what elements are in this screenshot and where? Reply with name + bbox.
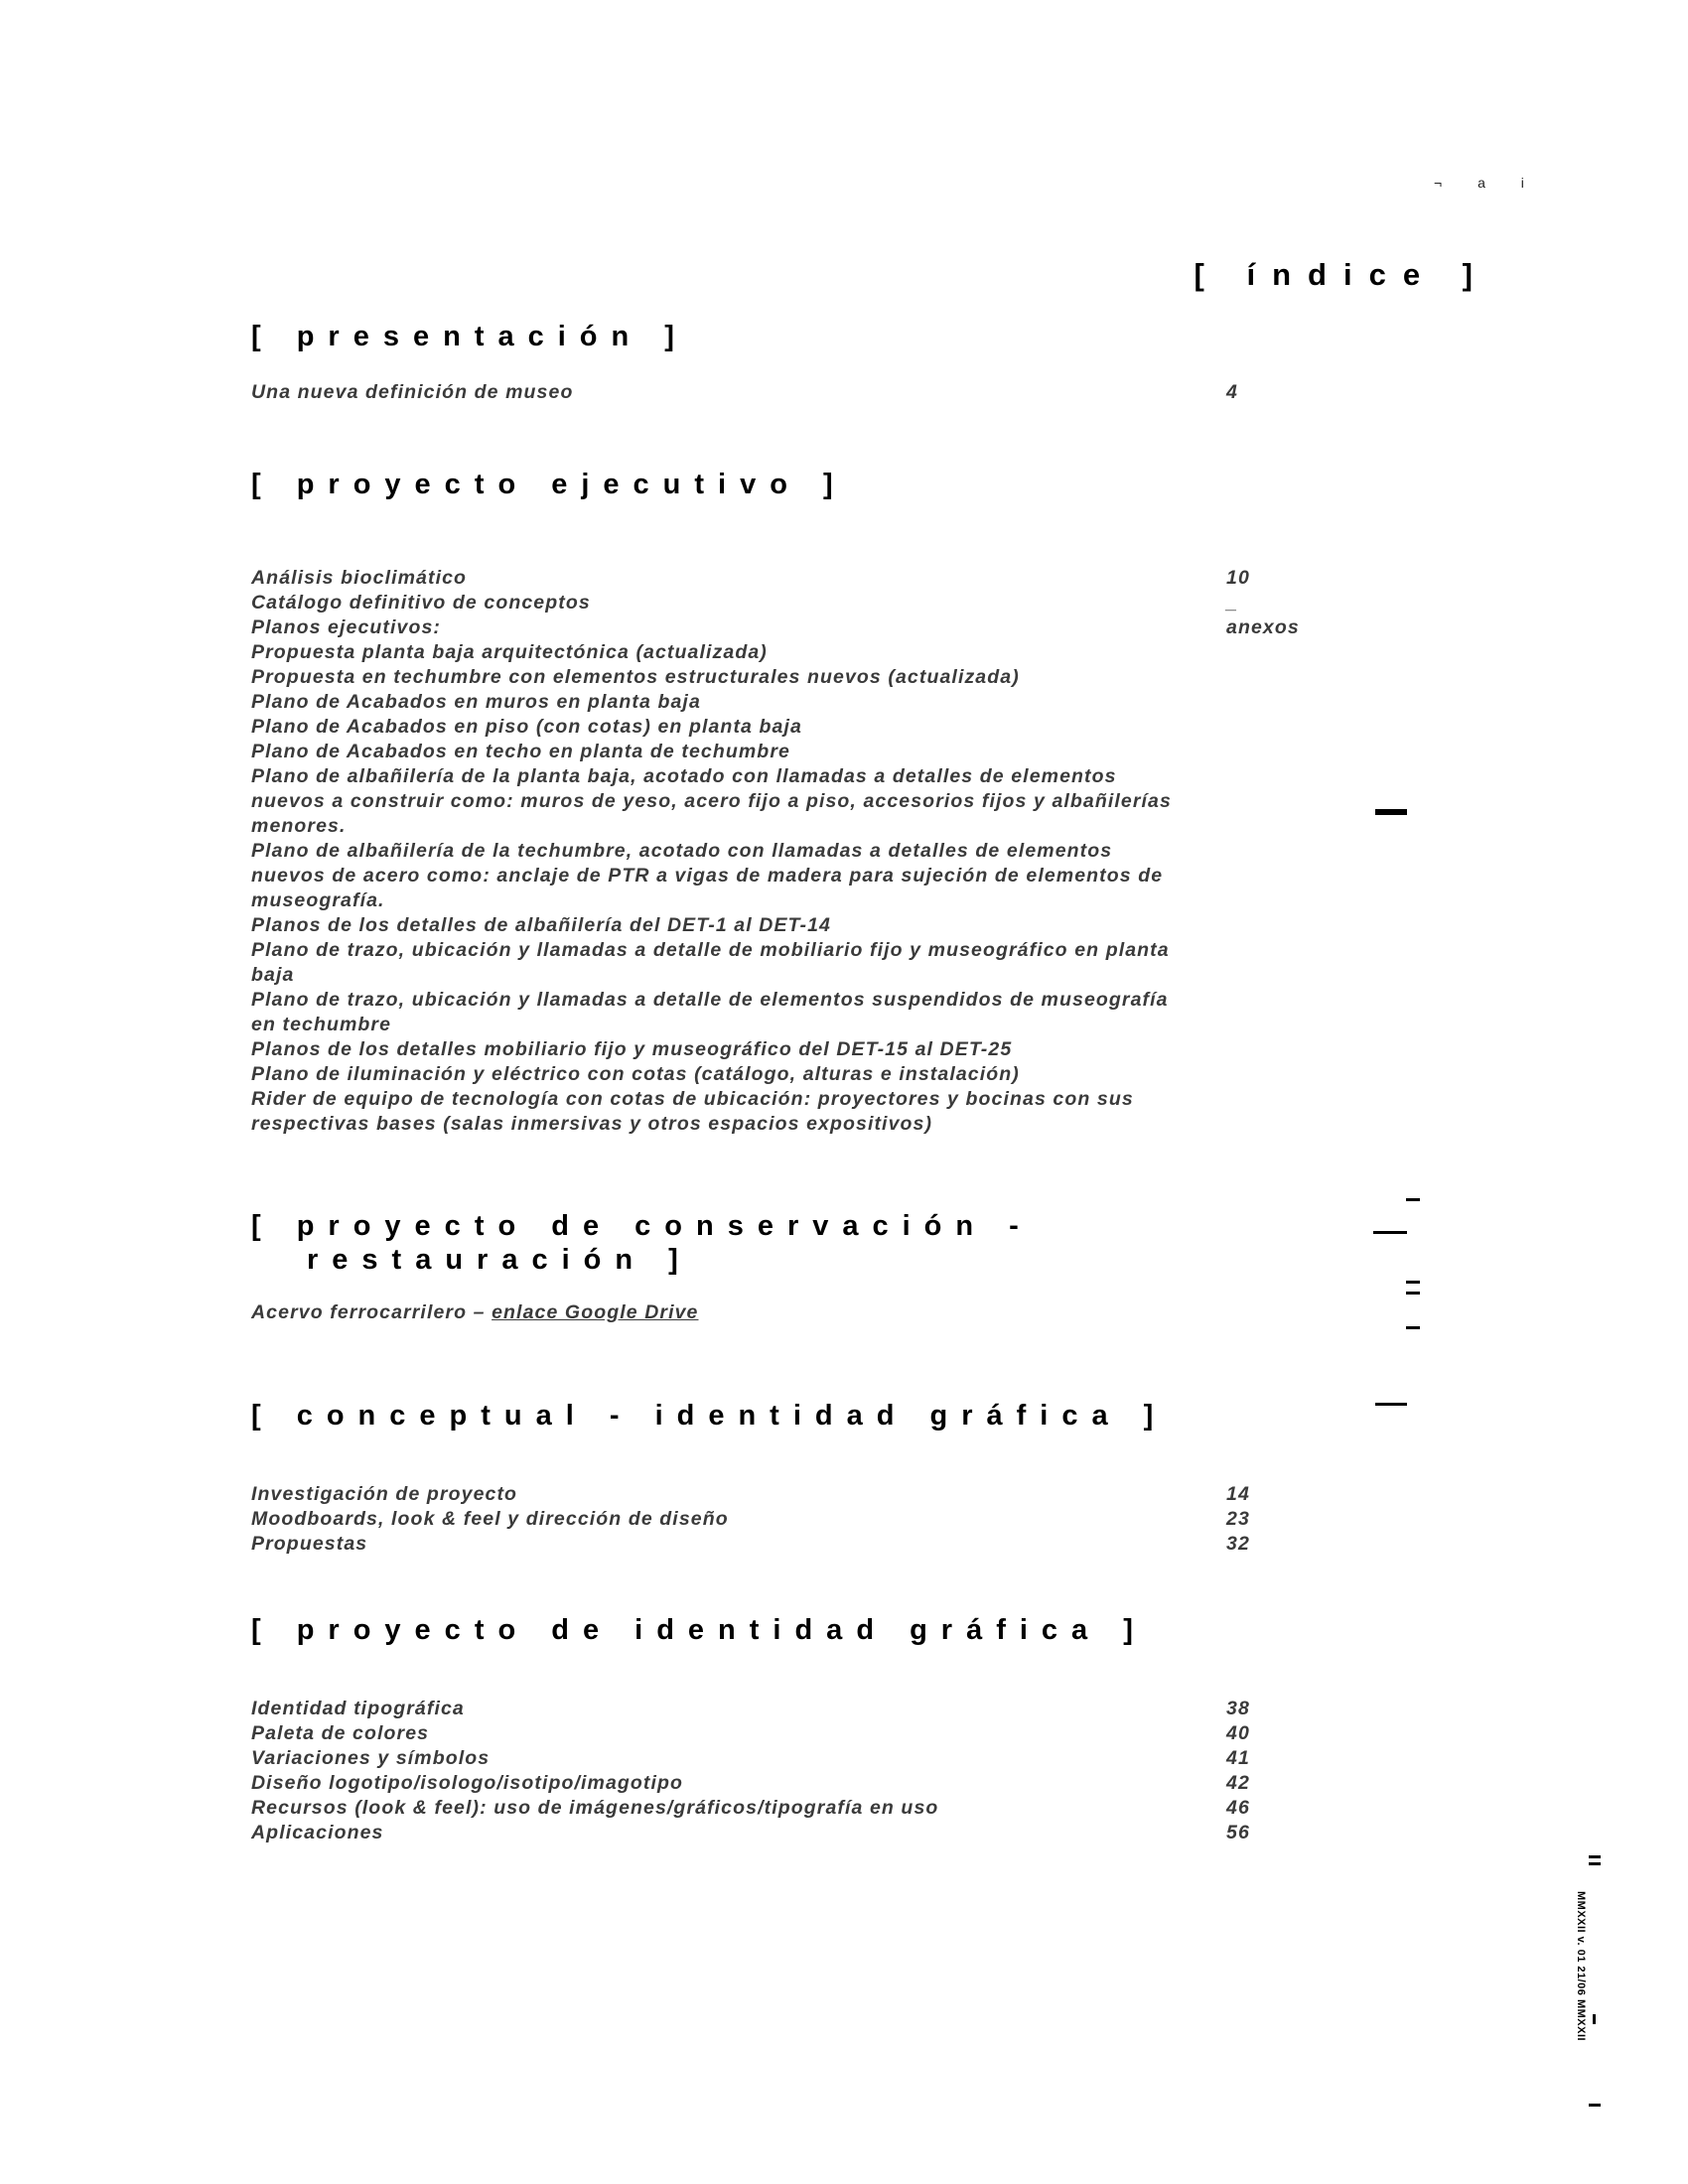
toc-entry-text: Una nueva definición de museo	[251, 381, 574, 403]
conceptual-entries	[251, 1482, 1324, 1557]
toc-entry-text: Diseño logotipo/isologo/isotipo/imagotipo	[251, 1772, 684, 1794]
margin-dash	[1589, 2104, 1601, 2107]
margin-dash	[1593, 2014, 1596, 2024]
toc-entry-text: Aplicaciones	[251, 1822, 384, 1843]
toc-entry-page: 4	[1226, 381, 1238, 403]
toc-entry-text: Variaciones y símbolos	[251, 1747, 491, 1769]
presentacion-entries	[251, 380, 1324, 405]
toc-entry[interactable]	[251, 1532, 1324, 1557]
toc-entry[interactable]	[251, 1796, 1324, 1821]
toc-entry-text: Propuesta planta baja arquitectónica (actualizada)	[251, 641, 768, 663]
toc-entry[interactable]	[251, 988, 1324, 1037]
toc-entry[interactable]	[251, 1087, 1324, 1137]
conservacion-entries	[251, 1300, 1324, 1325]
toc-entry[interactable]	[251, 591, 1324, 615]
toc-entry[interactable]	[251, 1062, 1324, 1087]
toc-entry-text: Plano de Acabados en techo en planta de techumbre	[251, 741, 790, 762]
toc-entry-text: Plano de Acabados en piso (con cotas) en planta baja	[251, 716, 802, 738]
margin-dash	[1406, 1292, 1420, 1295]
margin-dash	[1406, 1281, 1420, 1284]
toc-entry[interactable]	[251, 690, 1324, 715]
toc-entry[interactable]	[251, 1697, 1324, 1721]
toc-entry-text: Catálogo definitivo de conceptos	[251, 592, 591, 614]
toc-entry-text: Propuesta en techumbre con elementos estructurales nuevos (actualizada)	[251, 666, 1020, 688]
toc-entry[interactable]	[251, 665, 1324, 690]
toc-entry-page: anexos	[1226, 616, 1300, 638]
toc-entry-text: Plano de trazo, ubicación y llamadas a detalle de elementos suspendidos de museografía en techumbre	[251, 989, 1169, 1035]
toc-entry[interactable]	[251, 1507, 1324, 1532]
toc-entry[interactable]	[251, 715, 1324, 740]
margin-dash	[1589, 1855, 1601, 1858]
toc-entry-text: Plano de albañilería de la techumbre, acotado con llamadas a detalles de elementos nuevos de acero como: anclaje de PTR a vigas de madera para sujeción de elementos de museografía.	[251, 840, 1164, 911]
toc-entry-page: 42	[1226, 1772, 1250, 1794]
toc-entry-text: Planos ejecutivos:	[251, 616, 442, 638]
toc-entry[interactable]	[251, 839, 1324, 913]
toc-entry[interactable]	[251, 1746, 1324, 1771]
toc-entry-page: 14	[1226, 1483, 1250, 1505]
toc-entry[interactable]	[251, 1482, 1324, 1507]
toc-entry[interactable]	[251, 640, 1324, 665]
toc-entry-page: 41	[1226, 1747, 1250, 1769]
toc-entry-text: Análisis bioclimático	[251, 567, 468, 589]
toc-entry-text: Plano de Acabados en muros en planta baja	[251, 691, 701, 713]
toc-entry-text: Planos de los detalles mobiliario fijo y museográfico del DET-15 al DET-25	[251, 1038, 1013, 1060]
toc-entry[interactable]	[251, 764, 1324, 839]
toc-entry-text: Plano de trazo, ubicación y llamadas a detalle de mobiliario fijo y museográfico en planta baja	[251, 939, 1170, 986]
section-heading-conservacion-line1: [ proyecto de conservación -	[251, 1210, 1033, 1242]
toc-entry[interactable]	[251, 938, 1324, 988]
section-heading-proyecto-ejecutivo: [ proyecto ejecutivo ]	[251, 469, 847, 500]
margin-dash	[1406, 1198, 1420, 1201]
toc-entry-page: 40	[1226, 1722, 1250, 1744]
toc-entry[interactable]	[251, 1821, 1324, 1845]
margin-dash	[1589, 1862, 1601, 1865]
toc-entry-text: Rider de equipo de tecnología con cotas de ubicación: proyectores y bocinas con sus respectivas bases (salas inmersivas y otros espacios expositivos)	[251, 1088, 1134, 1135]
toc-entry-page: 46	[1226, 1797, 1250, 1819]
margin-dash	[1373, 1231, 1407, 1234]
toc-entry-page: 10	[1226, 567, 1250, 589]
toc-entry[interactable]	[251, 566, 1324, 591]
toc-entry[interactable]	[251, 913, 1324, 938]
toc-entry[interactable]	[251, 615, 1324, 640]
corner-mark: ¬ a i	[1434, 175, 1540, 191]
toc-entry-text: Investigación de proyecto	[251, 1483, 518, 1505]
toc-entry[interactable]	[251, 1771, 1324, 1796]
margin-dash	[1406, 1326, 1420, 1329]
toc-entry-page: 38	[1226, 1698, 1250, 1719]
section-heading-presentacion: [ presentación ]	[251, 321, 688, 352]
toc-entry[interactable]	[251, 380, 1324, 405]
toc-entry[interactable]	[251, 1037, 1324, 1062]
toc-entry-text: Plano de albañilería de la planta baja, acotado con llamadas a detalles de elementos nuevos a construir como: muros de yeso, acero fijo a piso, accesorios fijos y albañilerías menores.	[251, 765, 1172, 837]
identidad-grafica-entries	[251, 1697, 1324, 1845]
toc-entry-text: Paleta de colores	[251, 1722, 430, 1744]
proyecto-ejecutivo-entries	[251, 566, 1324, 1137]
toc-entry[interactable]	[251, 1721, 1324, 1746]
toc-entry-text: Propuestas	[251, 1533, 368, 1555]
toc-entry-text: Recursos (look & feel): uso de imágenes/gráficos/tipografía en uso	[251, 1797, 939, 1819]
toc-entry-text: Moodboards, look & feel y dirección de diseño	[251, 1508, 729, 1530]
toc-entry-page: 32	[1226, 1533, 1250, 1555]
toc-entry-text: Plano de iluminación y eléctrico con cotas (catálogo, alturas e instalación)	[251, 1063, 1020, 1085]
toc-entry	[251, 1300, 1324, 1325]
toc-entry-page: 23	[1226, 1508, 1250, 1530]
margin-dash	[1375, 809, 1407, 815]
toc-entry-page: 56	[1226, 1822, 1250, 1843]
toc-entry-text: Planos de los detalles de albañilería del DET-1 al DET-14	[251, 914, 831, 936]
section-heading-identidad-grafica: [ proyecto de identidad gráfica ]	[251, 1614, 1147, 1646]
toc-entry[interactable]	[251, 740, 1324, 764]
section-heading-conservacion	[251, 1209, 1033, 1277]
vertical-version-code: MMXXII v. 01 21/06 MMXXII	[1575, 1891, 1587, 2042]
google-drive-link[interactable]: enlace Google Drive	[492, 1301, 699, 1323]
toc-entry-text: Acervo ferrocarrilero –	[251, 1301, 492, 1323]
page-title: [ índice ]	[1194, 256, 1489, 292]
toc-entry-text: Identidad tipográfica	[251, 1698, 465, 1719]
toc-entry-page: _	[1226, 592, 1238, 614]
margin-dash	[1375, 1403, 1407, 1406]
section-heading-conservacion-line2: restauración ]	[307, 1244, 692, 1276]
section-heading-conceptual: [ conceptual - identidad gráfica ]	[251, 1400, 1168, 1432]
